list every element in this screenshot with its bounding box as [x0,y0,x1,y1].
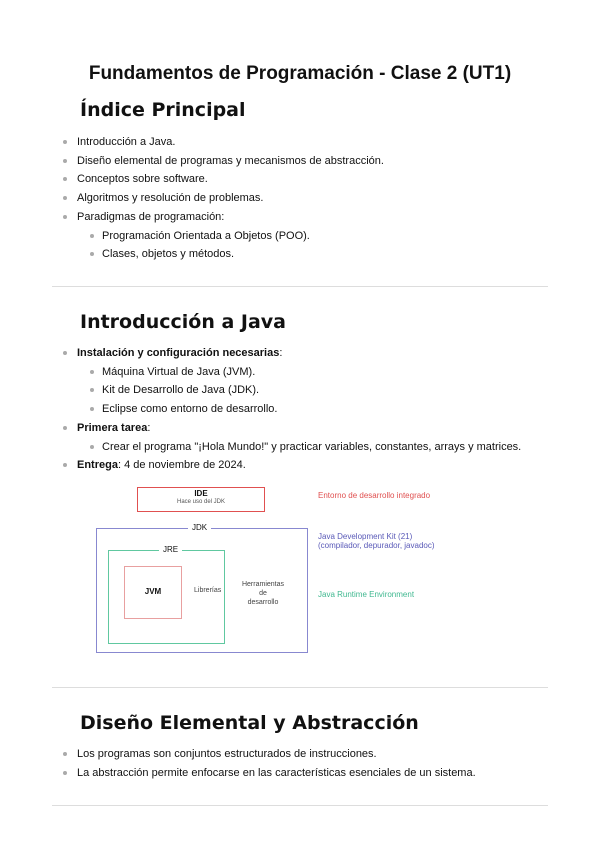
section-divider [52,687,548,688]
list-item [62,456,521,475]
tools-label-line1: Herramientas [241,581,284,588]
sub-list-item: Clases, objetos y métodos. [77,245,384,264]
install-sublist [77,363,521,419]
list-item: Los programas son conjuntos estructurados de instrucciones. [62,745,476,764]
section-divider [52,286,548,287]
tools-label-line3: desarrollo [247,599,279,606]
list-item: Algoritmos y resolución de problemas. [62,189,384,208]
ide-title: IDE [194,489,208,498]
jdk-description-line2: (compilador, depurador, javadoc) [318,541,435,550]
list-item: Primera tarea: Crear el programa "¡Hola Mundo!" y practicar variables, constantes, arrays y matrices. [62,419,521,456]
jre-description: Java Runtime Environment [318,590,415,599]
design-heading: Diseño Elemental y Abstracción [80,712,419,734]
sub-list-item: Crear el programa "¡Hola Mundo!" y practicar variables, constantes, arrays y matrices. [77,438,521,457]
index-list [62,133,384,264]
intro-list [62,344,521,475]
jvm-label: JVM [144,587,162,596]
sub-list-item: Eclipse como entorno de desarrollo. [77,400,521,419]
install-label: Instalación y configuración necesarias [77,347,280,359]
page-title: Fundamentos de Programación - Clase 2 (UT1) [88,63,512,84]
design-list [62,745,476,782]
section-divider [52,805,548,806]
jre-label: JRE [159,545,182,554]
intro-heading: Introducción a Java [80,311,286,333]
list-item: Introducción a Java. [62,133,384,152]
java-architecture-diagram [0,478,600,658]
jdk-label: JDK [188,523,211,532]
tools-label-line2: de [259,590,267,597]
list-item: Instalación y configuración necesarias: Máquina Virtual de Java (JVM). Kit de Desarrollo de Java (JDK). Eclipse como entorno de desarrollo. [62,344,521,419]
delivery-text: : 4 de noviembre de 2024. [117,459,246,472]
sub-list-item: Kit de Desarrollo de Java (JDK). [77,381,521,400]
list-item: La abstracción permite enfocarse en las características esenciales de un sistema. [62,764,476,783]
list-item: Diseño elemental de programas y mecanismos de abstracción. [62,152,384,171]
list-item [62,208,384,264]
libraries-label: Librerías [194,587,222,594]
ide-description: Entorno de desarrollo integrado [318,491,431,500]
delivery-label: Entrega [77,459,118,472]
index-sublist [77,227,384,264]
sub-list-item: Programación Orientada a Objetos (POO). [77,227,384,246]
jdk-description-line1: Java Development Kit (21) [318,532,413,541]
list-item-label: Paradigmas de programación: [77,210,225,223]
task-sublist [77,438,521,457]
sub-list-item: Máquina Virtual de Java (JVM). [77,363,521,382]
task-label: Primera tarea [77,421,148,434]
ide-subtitle: Hace uso del JDK [176,499,226,505]
index-heading: Índice Principal [80,99,246,121]
list-item: Conceptos sobre software. [62,170,384,189]
